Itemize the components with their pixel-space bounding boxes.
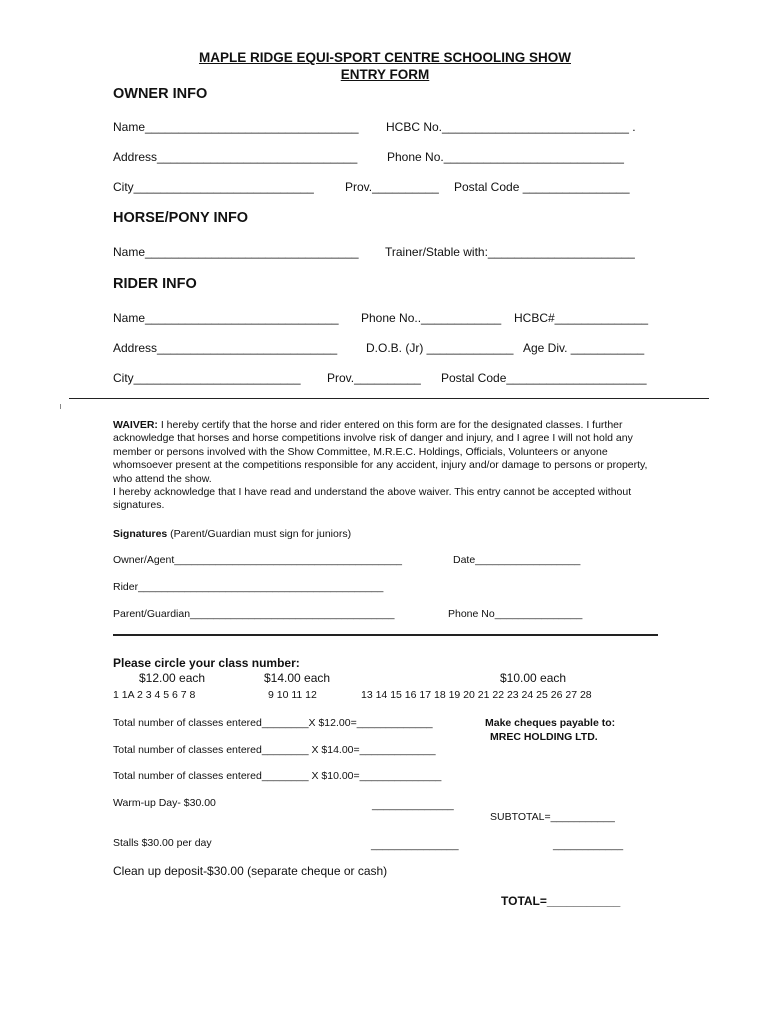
cheques-payee: MREC HOLDING LTD. — [490, 731, 598, 743]
owner-postal-field[interactable]: Postal Code ________________ — [454, 180, 630, 194]
rider-heading: RIDER INFO — [113, 276, 197, 292]
owner-signature-field[interactable]: Owner/Agent_______________________________________ — [113, 554, 403, 566]
price-14: $14.00 each — [264, 671, 331, 685]
class-numbers-12[interactable]: 1 1A 2 3 4 5 6 7 8 — [113, 689, 196, 701]
date-field[interactable]: Date__________________ — [453, 554, 581, 566]
margin-mark — [60, 404, 61, 409]
cleanup-deposit: Clean up deposit-$30.00 (separate cheque or cash) — [113, 864, 388, 878]
rider-agediv-field[interactable]: Age Div. ___________ — [523, 341, 645, 355]
rider-prov-field[interactable]: Prov.__________ — [327, 371, 421, 385]
stalls-field[interactable]: _______________ — [371, 839, 459, 851]
rider-name-field[interactable]: Name_____________________________ — [113, 311, 339, 325]
trainer-field[interactable]: Trainer/Stable with:______________________ — [385, 245, 635, 259]
owner-city-field[interactable]: City___________________________ — [113, 180, 314, 194]
section-rule — [113, 634, 658, 636]
waiver-text: I hereby certify that the horse and rider entered on this form are for the designated classes. I further acknowledge that horses and horse competitions involve risk of danger and injury, and I agree I will not hold any member or persons involved with the Show Committee, M.R.E.C. Holdings, Officials, Volunteers or anyone whomsoever present at the competitions responsible for any accident, injury and/or damage to persons or property, who attend the show. — [113, 419, 648, 485]
parent-signature-field[interactable]: Parent/Guardian___________________________________ — [113, 608, 395, 620]
owner-address-field[interactable]: Address______________________________ — [113, 150, 358, 164]
warmup-label: Warm-up Day- $30.00 — [113, 797, 216, 809]
waiver-block — [113, 419, 658, 513]
total-14-field[interactable]: Total number of classes entered________ X $14.00=_____________ — [113, 744, 436, 756]
signatures-note: (Parent/Guardian must sign for juniors) — [167, 528, 352, 540]
signatures-label: Signatures — [113, 528, 168, 540]
warmup-field[interactable]: ______________ — [372, 799, 454, 811]
rider-city-field[interactable]: City_________________________ — [113, 371, 301, 385]
class-numbers-10[interactable]: 13 14 15 16 17 18 19 20 21 22 23 24 25 26 27 28 — [361, 689, 592, 701]
owner-prov-field[interactable]: Prov.__________ — [345, 180, 439, 194]
divider — [69, 398, 709, 399]
rider-postal-field[interactable]: Postal Code_____________________ — [441, 371, 647, 385]
owner-hcbc-field[interactable]: HCBC No.____________________________ . — [386, 120, 636, 134]
total-field[interactable]: TOTAL=___________ — [501, 894, 621, 908]
subtotal-field[interactable]: SUBTOTAL=___________ — [490, 811, 615, 823]
rider-signature-field[interactable]: Rider__________________________________________ — [113, 581, 384, 593]
total-10-field[interactable]: Total number of classes entered________ X $10.00=______________ — [113, 770, 442, 782]
owner-phone-field[interactable]: Phone No.___________________________ — [387, 150, 624, 164]
stalls-field-2[interactable]: ____________ — [553, 839, 624, 851]
form-subtitle: ENTRY FORM — [340, 67, 430, 82]
classes-heading: Please circle your class number: — [113, 656, 300, 670]
rider-phone-field[interactable]: Phone No..____________ — [361, 311, 502, 325]
horse-heading: HORSE/PONY INFO — [113, 210, 249, 226]
price-10: $10.00 each — [500, 671, 567, 685]
signatures-heading — [113, 528, 351, 540]
rider-address-field[interactable]: Address___________________________ — [113, 341, 338, 355]
form-title: MAPLE RIDGE EQUI-SPORT CENTRE SCHOOLING SHOW — [198, 50, 571, 65]
price-12: $12.00 each — [139, 671, 206, 685]
horse-name-field[interactable]: Name________________________________ — [113, 245, 359, 259]
waiver-acknowledge: I hereby acknowledge that I have read and understand the above waiver. This entry cannot be accepted without signatures. — [113, 486, 632, 512]
class-numbers-14[interactable]: 9 10 11 12 — [268, 689, 317, 701]
owner-name-field[interactable]: Name________________________________ — [113, 120, 359, 134]
rider-dob-field[interactable]: D.O.B. (Jr) _____________ — [366, 341, 514, 355]
owner-heading: OWNER INFO — [113, 86, 208, 102]
total-12-field[interactable]: Total number of classes entered________X $12.00=_____________ — [113, 717, 433, 729]
stalls-label: Stalls $30.00 per day — [113, 837, 212, 849]
waiver-label: WAIVER: — [113, 419, 158, 431]
cheques-payable: Make cheques payable to: — [485, 717, 616, 729]
rider-hcbc-field[interactable]: HCBC#______________ — [514, 311, 649, 325]
parent-phone-field[interactable]: Phone No_______________ — [448, 608, 583, 620]
